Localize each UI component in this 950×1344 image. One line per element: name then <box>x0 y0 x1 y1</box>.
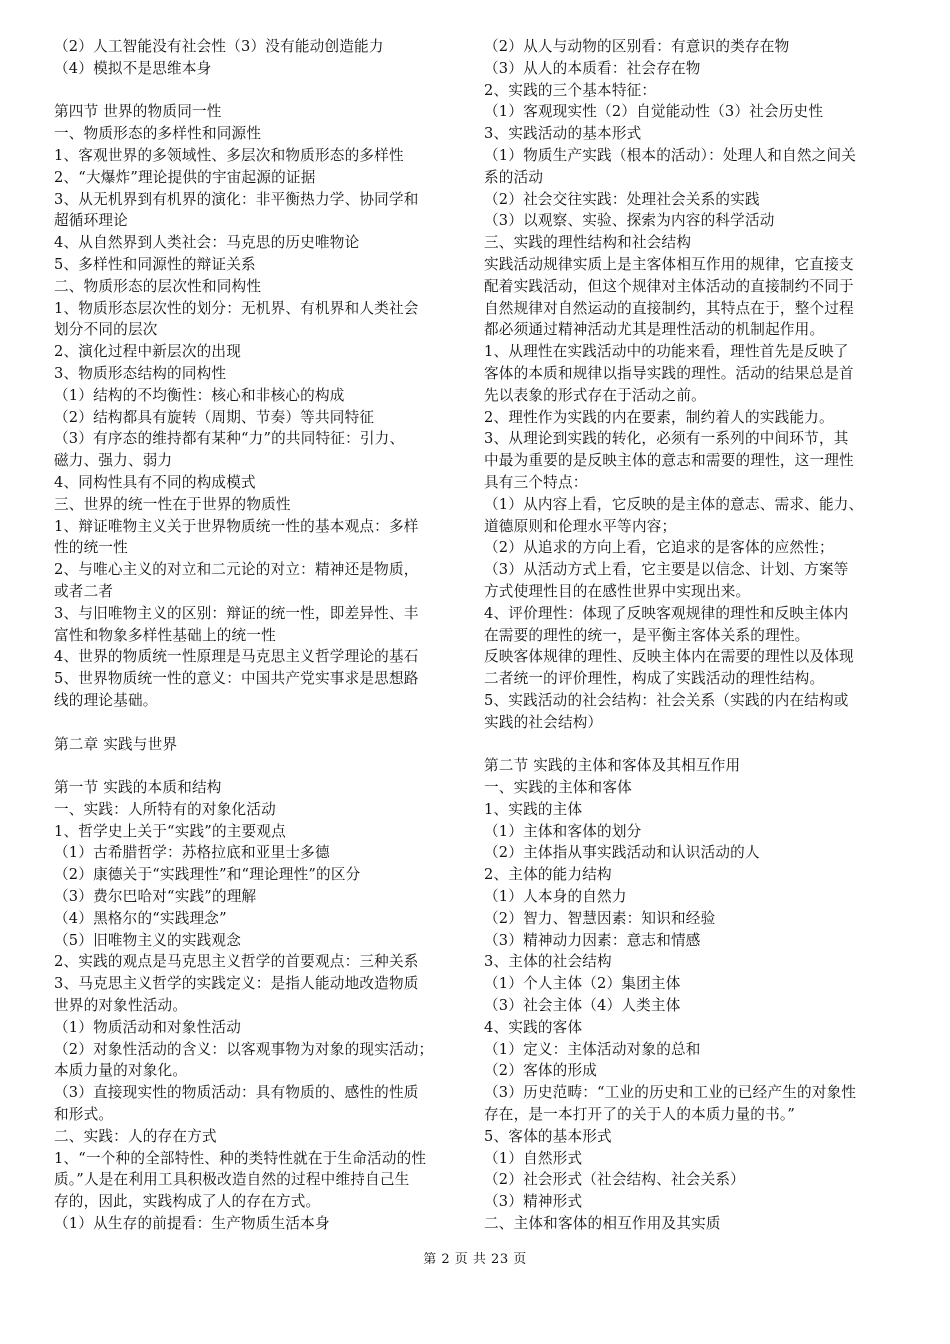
right-column-line: 二、主体和客体的相互作用及其实质 <box>484 1215 721 1233</box>
left-column <box>54 36 468 1235</box>
right-column-line: （1）个人主体（2）集团主体 <box>484 975 681 993</box>
left-column-line: 1、“一个种的全部特性、种的类特性就在于生命活动的性 <box>54 1149 427 1167</box>
left-column-line: （2）康德关于“实践理性”和“理论理性”的区分 <box>54 866 361 884</box>
right-column-line: 方式使理性目的在感性世界中实现出来。 <box>484 582 751 600</box>
left-column-line: （1）古希腊哲学：苏格拉底和亚里士多德 <box>54 844 330 862</box>
left-column-line: （1）结构的不均衡性：核心和非核心的构成 <box>54 386 345 404</box>
right-column-line: 1、实践的主体 <box>484 800 583 818</box>
left-column-line: 5、多样性和同源性的辩证关系 <box>54 255 256 273</box>
right-column-line: 一、实践的主体和客体 <box>484 779 632 797</box>
right-column-line: 实践的社会结构） <box>484 713 603 731</box>
left-column-line: （1）从生存的前提看：生产物质生活本身 <box>54 1215 330 1233</box>
right-column-line: 第二节 实践的主体和客体及其相互作用 <box>484 757 741 775</box>
right-column-line: （3）从活动方式上看，它主要是以信念、计划、方案等 <box>484 561 849 579</box>
left-column-line: （2）对象性活动的含义：以客观事物为对象的现实活动； <box>54 1040 434 1058</box>
right-column-line: 5、客体的基本形式 <box>484 1127 612 1145</box>
right-column-line: 道德原则和伦理水平等内容； <box>484 517 677 535</box>
left-column-line <box>54 80 468 102</box>
left-column-line: 3、与旧唯物主义的区别：辩证的统一性，即差异性、丰 <box>54 604 419 622</box>
right-column-line: 自然规律对自然运动的直接制约，其特点在于，整个过程 <box>484 299 854 317</box>
page-footer: 第 2 页 共 23 页 <box>423 1252 527 1267</box>
left-column-line: 超循环理论 <box>54 212 128 230</box>
left-column-line: （5）旧唯物主义的实践观念 <box>54 931 242 949</box>
right-column-line: （3）精神形式 <box>484 1193 583 1211</box>
right-column-line: 中最为重要的是反映主体的意志和需要的理性，这一理性 <box>484 452 854 470</box>
right-column-line: （3）以观察、实验、探索为内容的科学活动 <box>484 212 775 230</box>
right-column <box>484 36 898 1235</box>
right-column-line: （3）历史范畴：“工业的历史和工业的已经产生的对象性 <box>484 1084 857 1102</box>
right-column-line: 2、理性作为实践的内在要素，制约着人的实践能力。 <box>484 408 834 426</box>
right-column-line: 3、主体的社会结构 <box>484 953 612 971</box>
left-column-line: 本质力量的对象化。 <box>54 1062 188 1080</box>
right-column-line: 二者统一的评价理性，构成了实践活动的理性结构。 <box>484 670 825 688</box>
left-column-line: （2）人工智能没有社会性（3）没有能动创造能力 <box>54 38 384 55</box>
left-column-line: 2、实践的观点是马克思主义哲学的首要观点：三种关系 <box>54 953 419 971</box>
right-column-line: （2）从人与动物的区别看：有意识的类存在物 <box>484 38 790 55</box>
right-column-line: 反映客体规律的理性、反映主体内在需要的理性以及体现 <box>484 648 854 666</box>
right-column-line: 具有三个特点： <box>484 473 588 491</box>
right-column-line: 三、实践的理性结构和社会结构 <box>484 234 692 252</box>
left-column-line: 第四节 世界的物质同一性 <box>54 103 222 121</box>
left-column-line: 3、马克思主义哲学的实践定义：是指人能动地改造物质 <box>54 975 419 993</box>
right-column-line: 客体的本质和规律以指导实践的理性。活动的结果总是首 <box>484 364 854 382</box>
left-column-line: 或者二者 <box>54 582 114 600</box>
left-column-line: 二、实践：人的存在方式 <box>54 1127 217 1145</box>
right-column-line: （1）物质生产实践（根本的活动）：处理人和自然之间关 <box>484 146 857 164</box>
left-column-line: 2、与唯心主义的对立和二元论的对立：精神还是物质， <box>54 561 419 579</box>
left-column-line: 1、辩证唯物主义关于世界物质统一性的基本观点：多样 <box>54 517 419 535</box>
left-column-line: 2、“大爆炸”理论提供的宇宙起源的证据 <box>54 168 316 186</box>
left-column-line <box>54 755 468 777</box>
right-column-line: （1）客观现实性（2）自觉能动性（3）社会历史性 <box>484 103 824 121</box>
left-column-line: 划分不同的层次 <box>54 321 158 339</box>
left-column-line: 三、世界的统一性在于世界的物质性 <box>54 495 291 513</box>
left-column-line: （1）物质活动和对象性活动 <box>54 1018 242 1036</box>
right-column-line: 3、从理论到实践的转化，必须有一系列的中间环节，其 <box>484 430 849 448</box>
left-column-line: 4、世界的物质统一性原理是马克思主义哲学理论的基石 <box>54 648 419 666</box>
left-column-line: 5、世界物质统一性的意义：中国共产党实事求是思想路 <box>54 670 419 688</box>
left-column-line: 第二章 实践与世界 <box>54 735 178 753</box>
left-column-line: 性的统一性 <box>54 539 128 557</box>
left-column-line: 一、物质形态的多样性和同源性 <box>54 125 262 143</box>
right-column-line: 2、主体的能力结构 <box>484 866 612 884</box>
right-column-line: （2）主体指从事实践活动和认识活动的人 <box>484 844 760 862</box>
right-column-line: （3）社会主体（4）人类主体 <box>484 997 681 1015</box>
left-column-line: 二、物质形态的层次性和同构性 <box>54 277 262 295</box>
right-column-line: （2）智力、智慧因素：知识和经验 <box>484 909 716 927</box>
left-column-line: 线的理论基础。 <box>54 691 158 709</box>
right-column-line: 3、实践活动的基本形式 <box>484 125 642 143</box>
left-column-line: 1、客观世界的多领域性、多层次和物质形态的多样性 <box>54 146 404 164</box>
right-column-line: 先以表象的形式存在于活动之前。 <box>484 386 706 404</box>
right-column-line: 都必须通过精神活动尤其是理性活动的机制起作用。 <box>484 321 825 339</box>
right-column-line: （2）客体的形成 <box>484 1062 598 1080</box>
left-column-line: 4、同构性具有不同的构成模式 <box>54 473 256 491</box>
left-column-line: （2）结构都具有旋转（周期、节奏）等共同特征 <box>54 408 375 426</box>
left-column-line: 存的，因此，实践构成了人的存在方式。 <box>54 1193 321 1211</box>
left-column-line: 磁力、强力、弱力 <box>54 452 173 470</box>
right-column-line: 存在，是一本打开了的关于人的本质力量的书。” <box>484 1106 796 1124</box>
left-column-line: 3、从无机界到有机界的演化：非平衡热力学、协同学和 <box>54 190 419 208</box>
right-column-line: （3）精神动力因素：意志和情感 <box>484 931 701 949</box>
right-column-line: （1）自然形式 <box>484 1149 583 1167</box>
left-column-line: 和形式。 <box>54 1106 114 1124</box>
right-column-line: 实践活动规律实质上是主客体相互作用的规律，它直接支 <box>484 255 854 273</box>
right-column-line: （1）人本身的自然力 <box>484 888 627 906</box>
left-column-line: 质。”人是在利用工具积极改造自然的过程中维持自己生 <box>54 1171 410 1189</box>
right-column-line: （2）社会形式（社会结构、社会关系） <box>484 1171 745 1189</box>
right-column-line: （3）从人的本质看：社会存在物 <box>484 59 701 77</box>
right-column-line: 1、从理性在实践活动中的功能来看，理性首先是反映了 <box>484 343 849 361</box>
left-column-line: 4、从自然界到人类社会：马克思的历史唯物论 <box>54 234 360 252</box>
right-column-line: 4、评价理性：体现了反映客观规律的理性和反映主体内 <box>484 604 849 622</box>
right-column-line: （1）从内容上看，它反映的是主体的意志、需求、能力、 <box>484 495 864 513</box>
left-column-line: 富性和物象多样性基础上的统一性 <box>54 626 276 644</box>
right-column-line: 在需要的理性的统一，是平衡主客体关系的理性。 <box>484 626 810 644</box>
left-column-line: 世界的对象性活动。 <box>54 997 188 1015</box>
left-column-line: （3）直接现实性的物质活动：具有物质的、感性的性质 <box>54 1084 419 1102</box>
left-column-line: 一、实践：人所特有的对象化活动 <box>54 800 276 818</box>
right-column-line: 2、实践的三个基本特征： <box>484 81 657 99</box>
left-column-line: （3）有序态的维持都有某种“力”的共同特征：引力、 <box>54 430 405 448</box>
left-column-line: 3、物质形态结构的同构性 <box>54 364 227 382</box>
left-column-line: （4）黑格尔的“实践理念” <box>54 909 227 927</box>
right-column-line <box>484 734 898 756</box>
right-column-line: 系的活动 <box>484 168 544 186</box>
left-column-line: 2、演化过程中新层次的出现 <box>54 343 242 361</box>
right-column-line: （2）从追求的方向上看，它追求的是客体的应然性； <box>484 539 834 557</box>
left-column-line <box>54 712 468 734</box>
right-column-line: 4、实践的客体 <box>484 1018 583 1036</box>
right-column-line: 5、实践活动的社会结构：社会关系（实践的内在结构或 <box>484 691 849 709</box>
left-column-line: 1、物质形态层次性的划分：无机界、有机界和人类社会 <box>54 299 419 317</box>
right-column-line: （2）社会交往实践：处理社会关系的实践 <box>484 190 760 208</box>
right-column-line: 配着实践活动，但这个规律对主体活动的直接制约不同于 <box>484 277 854 295</box>
left-column-line: （3）费尔巴哈对“实践”的理解 <box>54 888 257 906</box>
right-column-line: （1）定义：主体活动对象的总和 <box>484 1040 701 1058</box>
left-column-line: 1、哲学史上关于“实践”的主要观点 <box>54 822 286 840</box>
left-column-line: 第一节 实践的本质和结构 <box>54 779 222 797</box>
left-column-line: （4）模拟不是思维本身 <box>54 59 212 77</box>
right-column-line: （1）主体和客体的划分 <box>484 822 642 840</box>
